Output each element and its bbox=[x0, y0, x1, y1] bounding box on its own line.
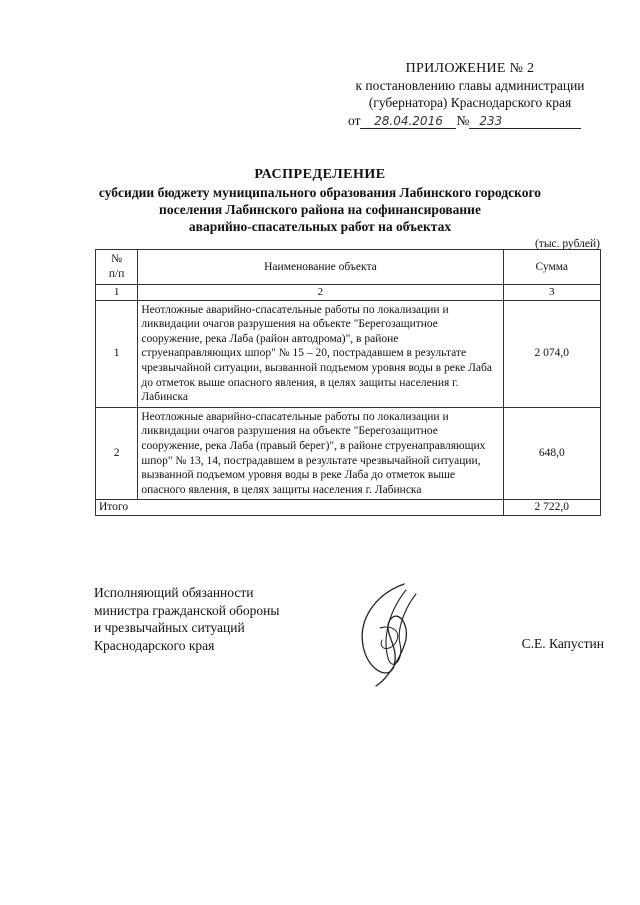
date-label: от bbox=[348, 113, 361, 128]
signatory-line-4: Краснодарского края bbox=[94, 637, 215, 653]
number-label: № bbox=[456, 113, 470, 128]
row-object-name: Неотложные аварийно-спасательные работы по локализации и ликвидации очагов разрушения на объекте "Берегозащитное сооружение, река Лаба (правый берег)", в районе струенаправляющих шпор" № 13, 14, пострадавшем в результате чрезвычайной ситуации, вызванной подъемом уровня воды в реке Лаба до отметок выше опасного явления, в целях защиты населения г. Лабинска bbox=[138, 407, 503, 500]
header-number bbox=[96, 250, 138, 285]
column-numbers-row bbox=[96, 285, 601, 301]
distribution-table bbox=[95, 249, 601, 516]
signatory-name: С.Е. Капустин bbox=[521, 636, 604, 651]
document-subtitle-line-2: поселения Лабинского района на софинансирование bbox=[159, 202, 481, 217]
total-label: Итого bbox=[96, 500, 504, 516]
row-number: 1 bbox=[96, 300, 138, 407]
document-title: РАСПРЕДЕЛЕНИЕ bbox=[254, 167, 386, 182]
number-value: 233 bbox=[469, 114, 581, 129]
row-number: 2 bbox=[96, 407, 138, 500]
signatory-line-1: Исполняющий обязанности bbox=[94, 585, 254, 600]
appendix-date-line bbox=[348, 112, 610, 129]
table-row bbox=[96, 407, 601, 500]
column-number: 2 bbox=[138, 285, 503, 301]
header-name: Наименование объекта bbox=[138, 250, 503, 285]
column-number: 3 bbox=[503, 285, 600, 301]
column-number: 1 bbox=[96, 285, 138, 301]
row-sum: 648,0 bbox=[503, 407, 600, 500]
signatory-line-2: министра гражданской обороны bbox=[94, 602, 280, 618]
total-row bbox=[96, 500, 601, 516]
signatory-position bbox=[94, 584, 279, 654]
document-subtitle-line-1: субсидии бюджету муниципального образования Лабинского городского bbox=[98, 185, 542, 200]
header-sum: Сумма bbox=[503, 250, 600, 285]
handwritten-signature bbox=[346, 580, 436, 690]
table-header-row bbox=[96, 250, 601, 285]
total-sum: 2 722,0 bbox=[503, 500, 600, 516]
units-label: (тыс. рублей) bbox=[534, 238, 600, 250]
appendix-line-2: (губернатора) Краснодарского края bbox=[368, 95, 572, 110]
signatory-line-3: и чрезвычайных ситуаций bbox=[94, 620, 245, 635]
appendix-header bbox=[330, 60, 610, 129]
row-sum: 2 074,0 bbox=[503, 300, 600, 407]
table-row bbox=[96, 300, 601, 407]
document-subtitle-line-3: аварийно-спасательных работ на объектах bbox=[188, 219, 452, 234]
header-number-line-1: № bbox=[111, 253, 123, 266]
appendix-title: ПРИЛОЖЕНИЕ № 2 bbox=[405, 61, 535, 76]
header-number-line-2: п/п bbox=[108, 268, 125, 280]
row-object-name: Неотложные аварийно-спасательные работы по локализации и ликвидации очагов разрушения на объекте "Берегозащитное сооружение, река Лаба (район автодрома)", в районе струенаправляющих шпор" № 15 – 20, пострадавшем в результате чрезвычайной ситуации, вызванной подъемом уровня воды в реке Лаба до отметок выше опасного явления, в целях защиты населения г. Лабинска bbox=[138, 300, 503, 407]
appendix-line-1: к постановлению главы администрации bbox=[355, 78, 585, 93]
date-value: 28.04.2016 bbox=[360, 114, 456, 129]
document-title-block bbox=[80, 166, 560, 235]
